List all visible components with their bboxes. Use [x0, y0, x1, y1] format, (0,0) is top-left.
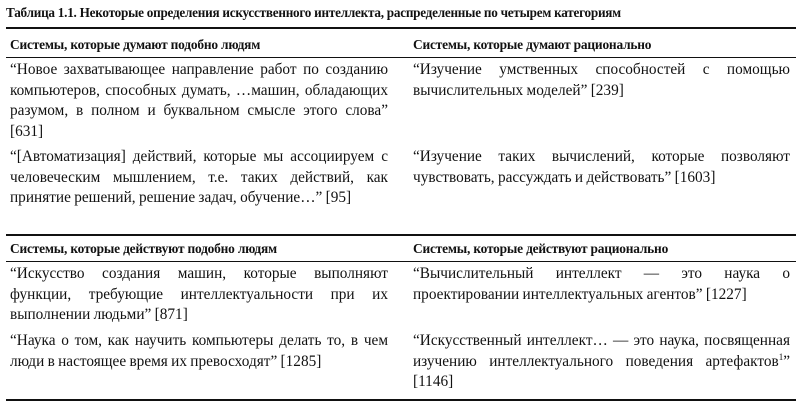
definition-tail: ” [1146] [413, 352, 790, 391]
definition-text: “Искусственный интеллект… — это наука, посвященная изучению интеллектуального поведения артефактов [413, 332, 790, 370]
header-rule [6, 57, 796, 58]
definition-cell: “Изучение умственных способностей с помощью вычислительных моделей” [239] [413, 61, 790, 99]
section-rule [6, 234, 796, 236]
table-caption: Таблица 1.1. Некоторые определения искусственного интеллекта, распределенные по четырем категориям [6, 5, 621, 20]
definition-cell: “Изучение таких вычислений, которые позволяют чувствовать, рассуждать и действовать” [1603] [413, 148, 790, 186]
bottom-rule [6, 399, 796, 401]
footnote-mark: 1 [778, 351, 784, 362]
definition-cell: “Новое захватывающее направление работ по созданию компьютеров, способных думать, …машин, обладающих разумом, в полном и буквальном смысле этого слова” [631] [10, 61, 388, 140]
definition-cell: “[Автоматизация] действий, которые мы ассоциируем с человеческим мышлением, т.е. таких действий, как принятие решений, решение задач, обучение…” [95] [10, 148, 388, 207]
header-think-rationally: Системы, которые думают рационально [413, 37, 652, 52]
definition-cell: “Вычислительный интеллект — это наука о проектировании интеллектуальных агентов” [1227] [413, 265, 790, 303]
definition-cell [413, 331, 790, 393]
top-rule [6, 27, 796, 29]
definition-cell: “Наука о том, как научить компьютеры делать то, в чем люди в настоящее время их превосходят” [1285] [10, 332, 388, 370]
header-act-humanly: Системы, которые действуют подобно людям [10, 241, 277, 256]
header-think-humanly: Системы, которые думают подобно людям [10, 37, 261, 52]
definition-cell: “Искусство создания машин, которые выполняют функции, требующие интеллектуальности при их выполнении людьми” [871] [10, 265, 388, 324]
header-rule [6, 261, 796, 262]
header-act-rationally: Системы, которые действуют рационально [413, 241, 669, 256]
